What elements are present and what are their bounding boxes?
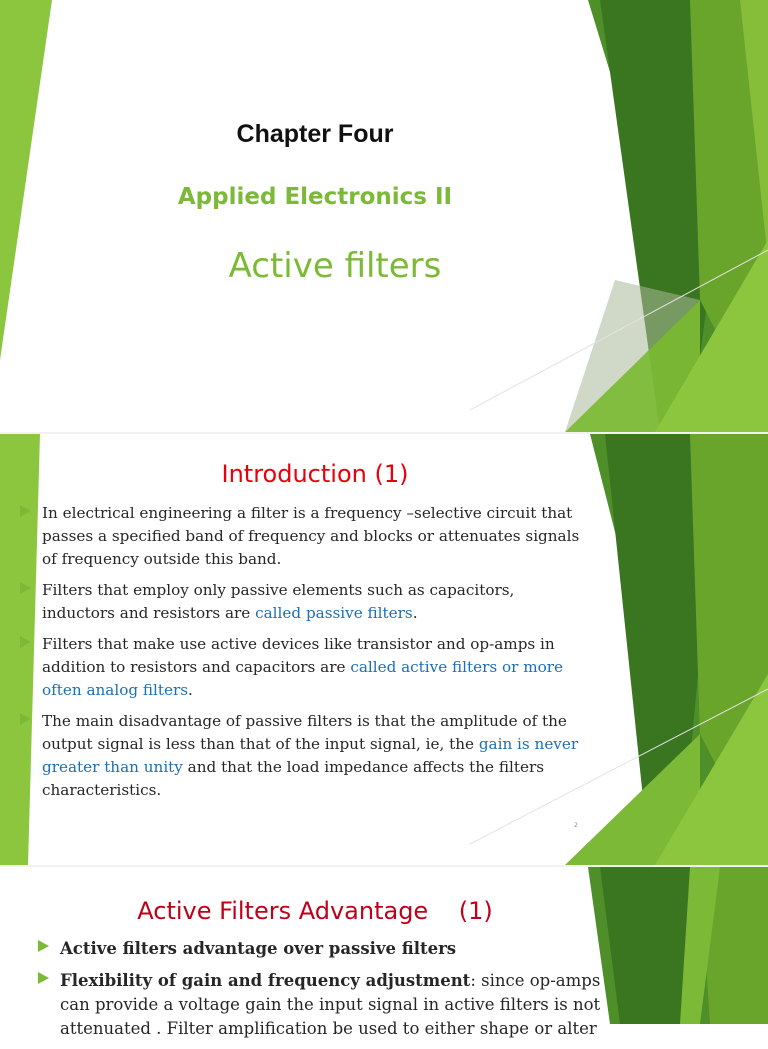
bullet-arrow-icon <box>20 636 31 648</box>
list-item <box>20 633 580 702</box>
bullet-arrow-icon <box>38 940 49 952</box>
bullet-text: In electrical engineering a filter is a frequency –selective circuit that passes a specified band of frequency and blocks or attenuates signals of frequency outside this band. <box>42 504 580 568</box>
right-green-facets <box>0 0 768 432</box>
bullet-text: : since op-amps can provide a voltage gain the input signal in active filters is not attenuated . Filter amplification be used to either shape or alter <box>60 971 601 1038</box>
page-number: 2 <box>574 822 578 829</box>
bullet-text: The main disadvantage of passive filters is that the amplitude of the output signal is less than that of the input signal, ie, the <box>42 712 567 753</box>
introduction-heading: Introduction (1) <box>221 460 409 488</box>
advantage-heading: Active Filters Advantage (1) <box>137 897 493 925</box>
bullet-text-end: . <box>188 681 193 699</box>
topic-title: Active filters <box>228 246 442 286</box>
list-item <box>20 579 580 625</box>
title-slide <box>0 0 768 432</box>
highlighted-term: gain is never greater than unity <box>42 735 579 776</box>
bullet-arrow-icon <box>20 582 31 594</box>
bullet-arrow-icon <box>38 972 49 984</box>
bullet-bold-text: Flexibility of gain and frequency adjustment <box>60 971 471 990</box>
bullet-text-end: . <box>412 604 418 622</box>
bullet-arrow-icon <box>20 505 31 517</box>
bullet-text: Filters that make use active devices like transistor and op-amps in addition to resistors and capacitors are <box>42 635 555 676</box>
introduction-bullet-list <box>20 502 580 810</box>
list-item <box>20 710 580 802</box>
list-item <box>38 969 608 1041</box>
bullet-arrow-icon <box>20 713 31 725</box>
introduction-slide <box>0 434 768 865</box>
advantage-slide <box>0 867 768 1038</box>
bullet-text-end: and that the load impedance affects the filters characteristics. <box>42 758 544 799</box>
bullet-bold-text: Active filters advantage over passive filters <box>60 939 457 958</box>
highlighted-term: called passive filters <box>255 604 413 622</box>
advantage-bullet-list <box>38 937 608 1049</box>
chapter-title: Chapter Four <box>236 120 394 148</box>
bullet-text: Filters that employ only passive elements such as capacitors, inductors and resistors are <box>42 581 515 622</box>
list-item <box>38 937 608 961</box>
list-item <box>20 502 580 571</box>
course-title: Applied Electronics II <box>177 184 453 210</box>
highlighted-term: called active filters or more often analog filters <box>42 658 564 699</box>
